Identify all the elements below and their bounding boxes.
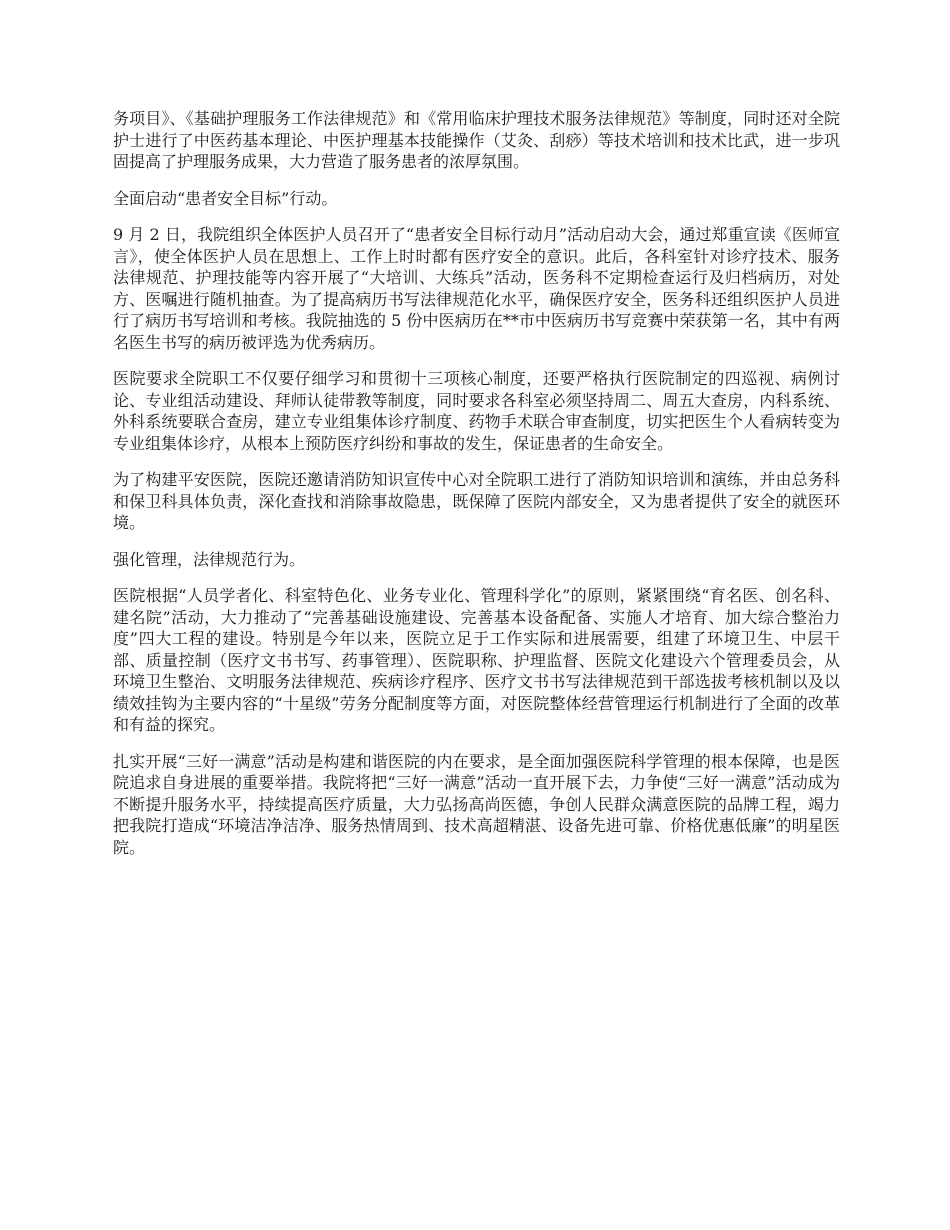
paragraph-core-systems: 医院要求全院职工不仅要仔细学习和贯彻十三项核心制度，还要严格执行医院制定的四巡视、病例讨论、专业组活动建设、拜师认徒带教等制度，同时要求各科室必须坚持周二、周五大查房，内科系统、外科系统要联合查房，建立专业组集体诊疗制度、药物手术联合审查制度，切实把医生个人看病转变为专业组集体诊疗，从根本上预防医疗纠纷和事故的发生，保证患者的生命安全。	[113, 369, 840, 453]
document-page	[113, 108, 840, 873]
paragraph-safety-month: 9 月 2 日，我院组织全体医护人员召开了“患者安全目标行动月”活动启动大会，通过郑重宣读《医师宣言》，使全体医护人员在思想上、工作上时时都有医疗安全的意识。此后，各科室针对诊疗技术、服务法律规范、护理技能等内容开展了“大培训、大练兵”活动，医务科不定期检查运行及归档病历，对处方、医嘱进行随机抽查。为了提高病历书写法律规范化水平，确保医疗安全，医务科还组织医护人员进行了病历书写培训和考核。我院抽选的 5 份中医病历在**市中医病历书写竞赛中荣获第一名，其中有两名医生书写的病历被评选为优秀病历。	[113, 225, 840, 352]
paragraph-fire-safety: 为了构建平安医院，医院还邀请消防知识宣传中心对全院职工进行了消防知识培训和演练，并由总务科和保卫科具体负责，深化查找和消除事故隐患，既保障了医院内部安全，又为患者提供了安全的就医环境。	[113, 470, 840, 532]
paragraph-service-norms: 务项目》、《基础护理服务工作法律规范》和《常用临床护理技术服务法律规范》等制度，同时还对全院护士进行了中医药基本理论、中医护理基本技能操作（艾灸、刮痧）等技术培训和技术比武，进一步巩固提高了护理服务成果，大力营造了服务患者的浓厚氛围。	[113, 109, 840, 171]
paragraph-three-goods: 扎实开展“三好一满意”活动是构建和谐医院的内在要求，是全面加强医院科学管理的根本保障，也是医院追求自身进展的重要举措。我院将把“三好一满意”活动一直开展下去，力争使“三好一满意”活动成为不断提升服务水平，持续提高医疗质量，大力弘扬高尚医德，争创人民群众满意医院的品牌工程，竭力把我院打造成“环境洁净洁净、服务热情周到、技术高超精湛、设备先进可靠、价格优惠低廉”的明星医院。	[113, 751, 840, 857]
heading-patient-safety: 全面启动“患者安全目标”行动。	[113, 188, 338, 208]
heading-management: 强化管理，法律规范行为。	[113, 549, 306, 569]
paragraph-management-reform: 医院根据“人员学者化、科室特色化、业务专业化、管理科学化”的原则，紧紧围绕“育名医、创名科、建名院”活动，大力推动了“完善基础设施建设、完善基本设备配备、实施人才培育、加大综合整治力度”四大工程的建设。特别是今年以来，医院立足于工作实际和进展需要，组建了环境卫生、中层干部、质量控制（医疗文书书写、药事管理）、医院职称、护理监督、医院文化建设六个管理委员会，从环境卫生整治、文明服务法律规范、疾病诊疗程序、医疗文书书写法律规范到干部选拔考核机制以及以绩效挂钩为主要内容的“十星级”劳务分配制度等方面，对医院整体经营管理运行机制进行了全面的改革和有益的探究。	[113, 586, 840, 734]
